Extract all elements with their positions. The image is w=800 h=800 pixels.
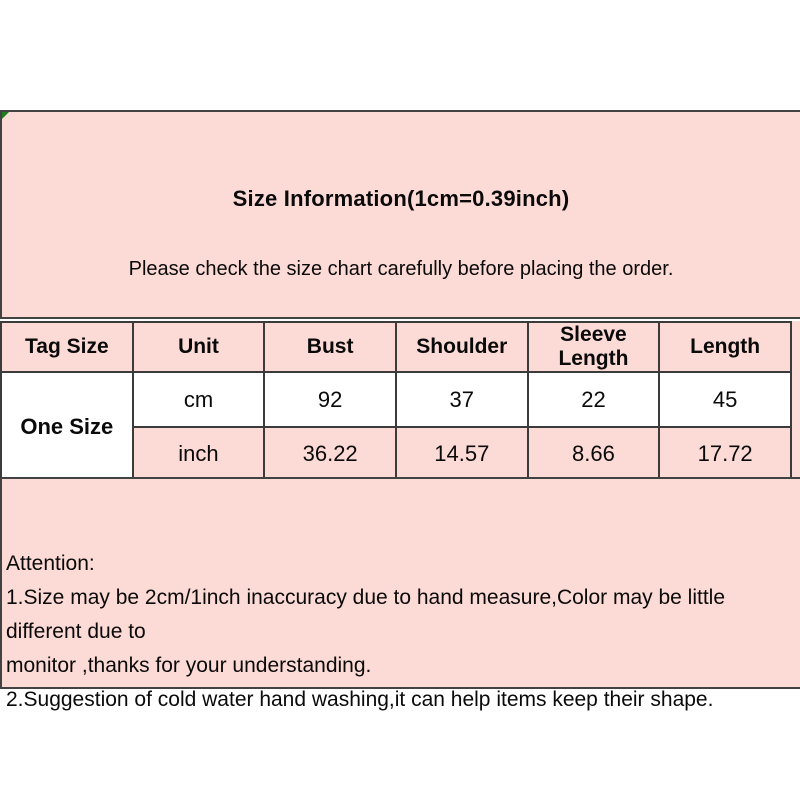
tag-size-value-cell: One Size [1,372,133,481]
column-header-length: Length [659,322,791,372]
column-header-sleeve-length: Sleeve Length [528,322,660,372]
size-table-section [0,321,800,477]
size-chart-notice: Please check the size chart carefully before placing the order. [128,258,674,280]
bust-inch-cell: 36.22 [264,427,396,481]
sleeve-length-cm-cell: 22 [528,372,660,427]
attention-text-block [6,547,798,717]
shoulder-cm-cell: 37 [396,372,528,427]
unit-cell-inch: inch [133,427,265,481]
green-corner-marker-icon [2,112,9,119]
page-title: Size Information(1cm=0.39inch) [232,186,570,211]
unit-cell-cm: cm [133,372,265,427]
bust-cm-cell: 92 [264,372,396,427]
attention-panel [0,477,800,711]
column-header-tag-size: Tag Size [1,322,133,372]
size-info-header-panel [0,110,800,319]
attention-line-1-continued: monitor ,thanks for your understanding. [6,654,372,677]
size-table-header-row [1,322,791,372]
shoulder-inch-cell: 14.57 [396,427,528,481]
attention-line-2: 2.Suggestion of cold water hand washing,it can help items keep their shape. [6,688,714,711]
sleeve-length-inch-cell: 8.66 [528,427,660,481]
column-header-shoulder: Shoulder [396,322,528,372]
column-header-bust: Bust [264,322,396,372]
size-table [0,321,792,482]
length-inch-cell: 17.72 [659,427,791,481]
size-row-cm [1,372,791,427]
length-cm-cell: 45 [659,372,791,427]
attention-heading: Attention: [6,552,95,575]
attention-line-1: 1.Size may be 2cm/1inch inaccuracy due to hand measure,Color may be little different due to [6,586,726,643]
column-header-unit: Unit [133,322,265,372]
